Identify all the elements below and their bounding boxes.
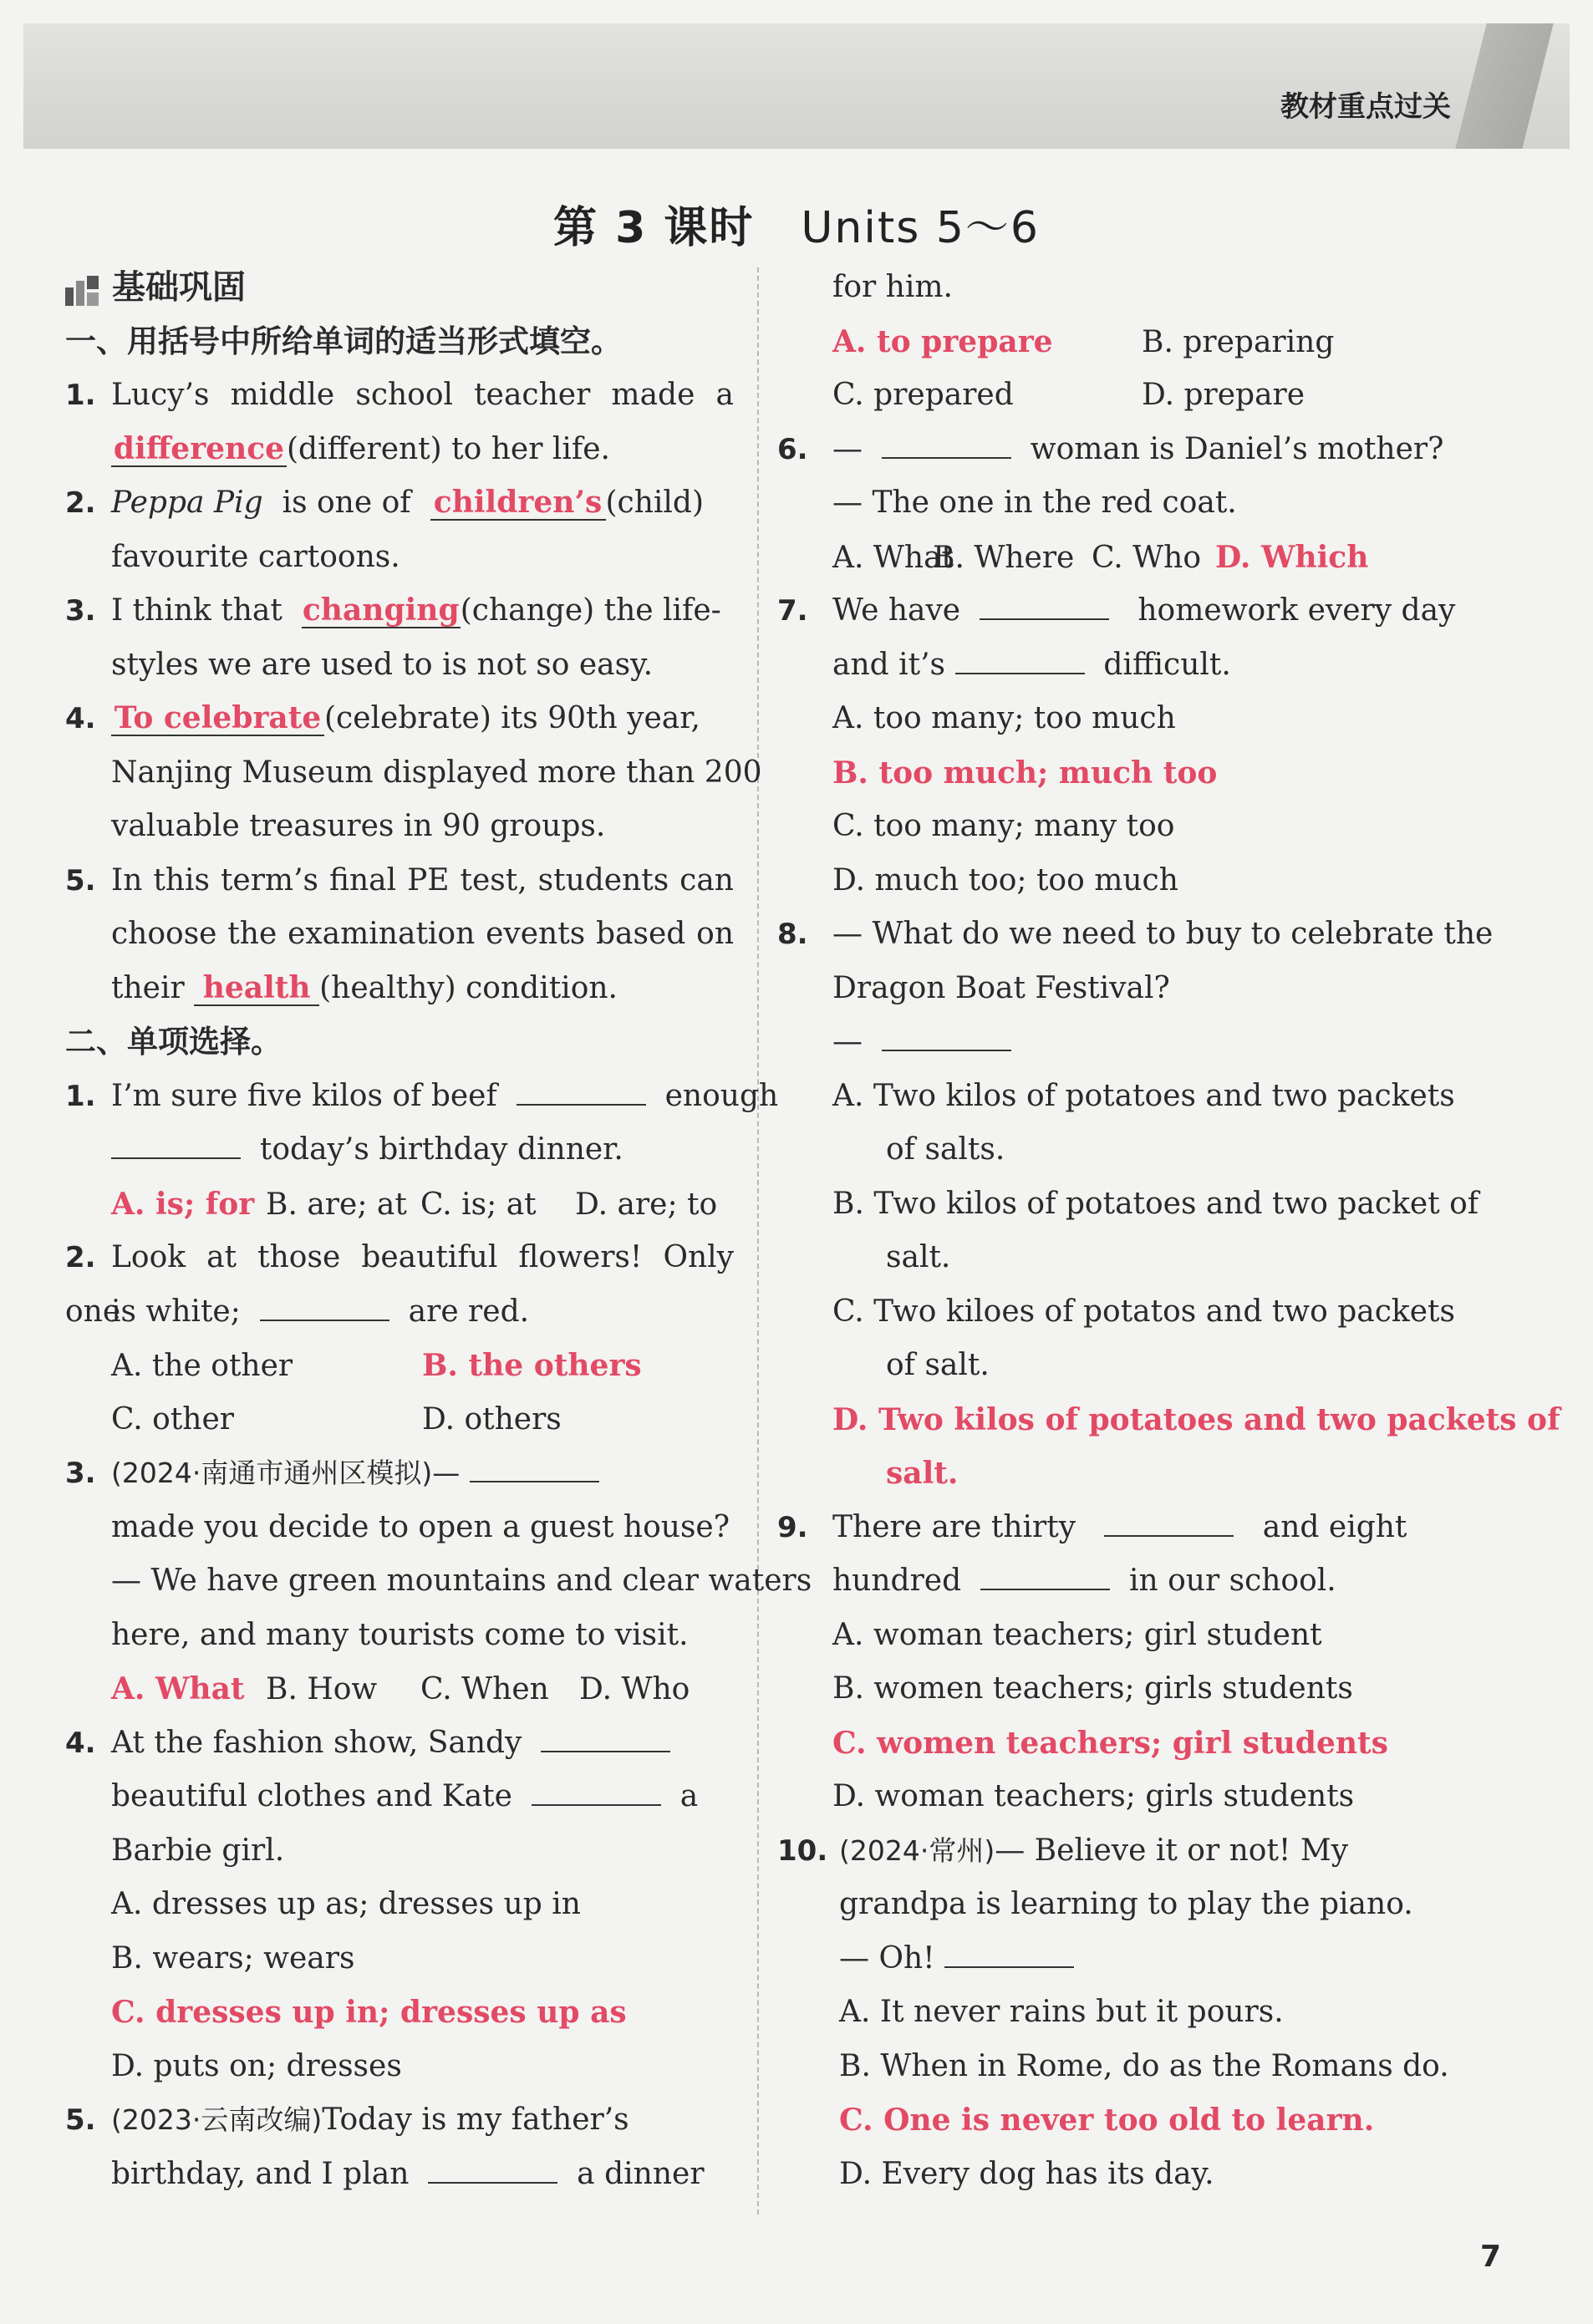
part2-q4-line2 — [65, 1770, 734, 1824]
cartoon-title: Peppa Pig — [111, 486, 263, 520]
part2-q4-line3: Barbie girl. — [111, 1833, 285, 1868]
answer-blank — [532, 1771, 661, 1806]
question-text: (healthy) condition. — [319, 970, 618, 1005]
option-a[interactable]: A. woman teachers; girl student — [832, 1617, 1322, 1652]
question-text: is white; — [111, 1294, 241, 1329]
option-d[interactable]: D. much too; too much — [832, 862, 1178, 898]
option-c[interactable]: C. dresses up in; dresses up as — [111, 1995, 627, 2030]
part2-q5-options-cd — [777, 369, 1446, 423]
answer-fill: children’s — [430, 486, 606, 521]
option-a[interactable]: A. to prepare — [832, 323, 1053, 359]
part2-q8 — [777, 908, 1494, 962]
part1-q5 — [65, 854, 734, 908]
part2-q6-options — [777, 531, 1446, 585]
part2-q7 — [777, 584, 1456, 638]
question-number: 2. — [65, 486, 96, 520]
part2-q10 — [777, 1824, 1446, 1879]
part2-q2-options-ab — [65, 1339, 734, 1393]
question-text: and it’s — [832, 647, 946, 682]
part1-q1-line2 — [65, 423, 734, 477]
option-a[interactable]: A. is; for — [111, 1186, 255, 1222]
question-source: (2024·常州) — [839, 1833, 995, 1867]
part2-q5-line3: for him. — [832, 270, 953, 304]
question-text: and eight — [1262, 1509, 1407, 1544]
option-b[interactable]: B. the others — [422, 1348, 642, 1383]
option-c[interactable]: C. When — [420, 1672, 549, 1706]
question-text: (change) the life- — [460, 593, 721, 628]
part2-q2-options-cd — [65, 1393, 734, 1447]
question-text: We have — [832, 593, 961, 628]
part2-q2-line2 — [65, 1285, 734, 1340]
question-number: 1. — [65, 379, 96, 412]
question-number: 4. — [65, 1726, 96, 1760]
option-d-cont: salt. — [886, 1456, 959, 1491]
option-b-cont: salt. — [886, 1240, 951, 1274]
part1-q3 — [65, 584, 734, 638]
option-c[interactable]: C. too many; many too — [832, 809, 1175, 843]
option-d[interactable]: D. prepare — [1142, 378, 1305, 412]
answer-blank — [541, 1717, 670, 1752]
question-text: — What do we need to buy to celebrate the — [832, 917, 1494, 951]
question-number: 3. — [65, 594, 96, 628]
part2-q3-options — [65, 1662, 734, 1716]
part1-q1 — [65, 369, 734, 423]
question-text: are red. — [408, 1294, 530, 1329]
part2-q4 — [65, 1716, 734, 1771]
answer-blank — [955, 639, 1085, 674]
question-text: Today is my father’s — [322, 2103, 629, 2137]
question-text: — Oh! — [839, 1940, 935, 1976]
part2-q10-line3 — [777, 1932, 1446, 1986]
part2-q1 — [65, 1070, 779, 1124]
option-d[interactable]: D. Two kilos of potatoes and two packets of — [832, 1401, 1560, 1437]
option-a[interactable]: A. What — [832, 540, 954, 575]
section-title: 基础巩固 — [112, 268, 246, 307]
question-text: — — [832, 431, 863, 466]
blocks-icon — [65, 276, 100, 306]
question-number: 6. — [777, 432, 808, 466]
part2-q6 — [777, 423, 1446, 477]
answer-blank — [260, 1286, 389, 1321]
answer-blank — [980, 1555, 1110, 1590]
option-b[interactable]: B. How — [266, 1672, 378, 1706]
question-text: difficult. — [1103, 647, 1231, 682]
part2-q7-line2 — [777, 638, 1446, 693]
question-text: today’s birthday dinner. — [259, 1132, 623, 1167]
part1-q4-line3: valuable treasures in 90 groups. — [111, 809, 606, 843]
question-text: I’m sure five kilos of beef — [111, 1078, 497, 1113]
option-d[interactable]: D. Which — [1215, 539, 1369, 575]
option-a[interactable]: A. too many; too much — [832, 701, 1176, 735]
question-text: beautiful clothes and Kate — [111, 1779, 512, 1813]
question-source: (2023·云南改编) — [111, 2103, 323, 2136]
question-number: 10. — [777, 1833, 828, 1868]
column-divider — [757, 267, 759, 2215]
header-title: 教材重点过关 — [1280, 90, 1451, 124]
option-d[interactable]: D. are; to — [575, 1187, 718, 1222]
answer-blank — [882, 1016, 1011, 1051]
option-d[interactable]: D. others — [422, 1401, 562, 1437]
option-a[interactable]: A. dresses up as; dresses up in — [111, 1887, 581, 1921]
part2-heading: 二、单项选择。 — [65, 1024, 282, 1060]
option-b[interactable]: B. Where — [933, 540, 1075, 575]
option-b[interactable]: B. When in Rome, do as the Romans do. — [839, 2048, 1449, 2083]
answer-blank — [517, 1070, 646, 1106]
page-number: 7 — [1479, 2240, 1501, 2274]
answer-blank — [111, 1124, 241, 1159]
option-b[interactable]: B. Two kilos of potatoes and two packet of — [832, 1186, 1479, 1221]
question-number: 3. — [65, 1457, 96, 1490]
part1-q2-line2: favourite cartoons. — [111, 539, 400, 574]
answer-fill: health — [194, 971, 319, 1006]
question-number: 8. — [777, 918, 808, 951]
answer-fill: difference — [111, 432, 287, 467]
part1-q5-line3 — [65, 962, 734, 1016]
question-number: 1. — [65, 1079, 96, 1113]
question-text: At the fashion show, Sandy — [111, 1725, 522, 1760]
question-number: 9. — [777, 1510, 808, 1544]
option-a-cont: of salts. — [886, 1132, 1005, 1167]
question-text: woman is Daniel’s mother? — [1030, 431, 1444, 466]
question-text: a — [679, 1779, 699, 1813]
option-d[interactable]: D. Who — [579, 1672, 690, 1706]
part2-q6-line2: — The one in the red coat. — [832, 486, 1237, 520]
question-text: Lucy’s middle school teacher made a — [111, 378, 734, 412]
question-text: Look at those beautiful flowers! Only one — [65, 1240, 734, 1329]
part2-q5 — [65, 2093, 734, 2148]
question-text: (child) — [605, 486, 705, 520]
option-b[interactable]: B. are; at — [266, 1187, 407, 1222]
question-text: their — [111, 970, 185, 1005]
question-text: homework every day — [1137, 593, 1456, 628]
lesson-label: 第 3 课时 — [552, 203, 755, 253]
option-d[interactable]: D. puts on; dresses — [111, 2048, 402, 2083]
answer-fill: To celebrate — [111, 701, 324, 736]
question-text: — — [832, 1025, 863, 1059]
question-text: enough — [664, 1078, 779, 1113]
part2-q5-options-ab — [777, 315, 1446, 369]
part2-q8-line3 — [777, 1015, 1446, 1070]
part1-q3-line2: styles we are used to is not so easy. — [111, 647, 654, 682]
page-title — [0, 192, 1593, 255]
part2-q9 — [777, 1501, 1446, 1555]
answer-blank — [428, 2149, 557, 2184]
part2-q3-line2: made you decide to open a guest house? — [111, 1509, 730, 1544]
part1-q4-line2: Nanjing Museum displayed more than 200 — [111, 755, 762, 790]
question-text: In this term’s final PE test, students can — [111, 862, 734, 898]
answer-blank — [470, 1447, 599, 1482]
option-d[interactable]: D. woman teachers; girls students — [832, 1779, 1355, 1813]
part2-q9-line2 — [777, 1554, 1446, 1609]
answer-blank — [882, 424, 1011, 459]
option-c[interactable]: C. prepared — [832, 378, 1014, 412]
part2-q5-line2 — [65, 2148, 734, 2202]
answer-blank — [1104, 1502, 1234, 1537]
question-text: — Believe it or not! My — [995, 1833, 1349, 1868]
part2-q1-line2 — [65, 1123, 734, 1177]
part2-q3-line3: — We have green mountains and clear waters — [111, 1564, 812, 1598]
question-text: in our school. — [1128, 1564, 1336, 1598]
option-c-cont: of salt. — [886, 1348, 990, 1382]
option-b[interactable]: B. wears; wears — [111, 1940, 355, 1976]
option-c[interactable]: C. other — [111, 1401, 234, 1437]
option-c[interactable]: C. women teachers; girl students — [832, 1725, 1388, 1761]
part1-q5-line2: choose the examination events based on — [111, 917, 734, 951]
option-a[interactable]: A. the other — [111, 1349, 293, 1383]
question-text: There are thirty — [832, 1509, 1076, 1544]
part1-heading: 一、用括号中所给单词的适当形式填空。 — [65, 323, 622, 359]
question-number: 5. — [65, 2103, 96, 2137]
question-text: I think that — [111, 593, 282, 628]
option-a[interactable]: A. It never rains but it pours. — [839, 1995, 1284, 2029]
question-text: (celebrate) its 90th year, — [324, 701, 700, 735]
question-text: (different) to her life. — [287, 431, 610, 466]
question-number: 4. — [65, 702, 96, 735]
answer-blank — [944, 1933, 1074, 1968]
option-d[interactable]: D. Every dog has its day. — [839, 2156, 1214, 2191]
part2-q1-options — [65, 1177, 734, 1232]
part1-q2 — [65, 476, 734, 531]
part1-q4 — [65, 692, 734, 746]
option-a[interactable]: A. Two kilos of potatoes and two packets — [832, 1078, 1455, 1113]
section-heading — [65, 261, 734, 315]
right-column — [777, 261, 1560, 2201]
question-source: (2024·南通市通州区模拟)— — [111, 1457, 461, 1489]
option-b[interactable]: B. too much; much too — [832, 755, 1218, 791]
question-text: a dinner — [577, 2156, 705, 2191]
option-a[interactable]: A. What — [111, 1671, 245, 1706]
question-number: 5. — [65, 863, 96, 898]
part2-q3 — [65, 1447, 734, 1501]
question-number: 7. — [777, 594, 808, 628]
option-c[interactable]: C. is; at — [420, 1187, 537, 1222]
option-c[interactable]: C. Who — [1092, 540, 1202, 575]
option-c[interactable]: C. Two kiloes of potatos and two packets — [832, 1294, 1455, 1329]
option-b[interactable]: B. preparing — [1142, 324, 1335, 359]
part2-q10-line2: grandpa is learning to play the piano. — [839, 1887, 1413, 1921]
part2-q8-line2: Dragon Boat Festival? — [832, 970, 1170, 1005]
answer-blank — [980, 585, 1109, 620]
question-text: birthday, and I plan — [111, 2156, 410, 2191]
units-label: Units 5～6 — [801, 203, 1041, 253]
option-b[interactable]: B. women teachers; girls students — [832, 1671, 1353, 1706]
question-text: hundred — [832, 1564, 962, 1598]
option-c[interactable]: C. One is never too old to learn. — [839, 2103, 1375, 2138]
part2-q3-line4: here, and many tourists come to visit. — [111, 1617, 689, 1652]
answer-fill: changing — [302, 592, 460, 628]
question-text: is one of — [282, 486, 411, 520]
question-number: 2. — [65, 1241, 96, 1274]
